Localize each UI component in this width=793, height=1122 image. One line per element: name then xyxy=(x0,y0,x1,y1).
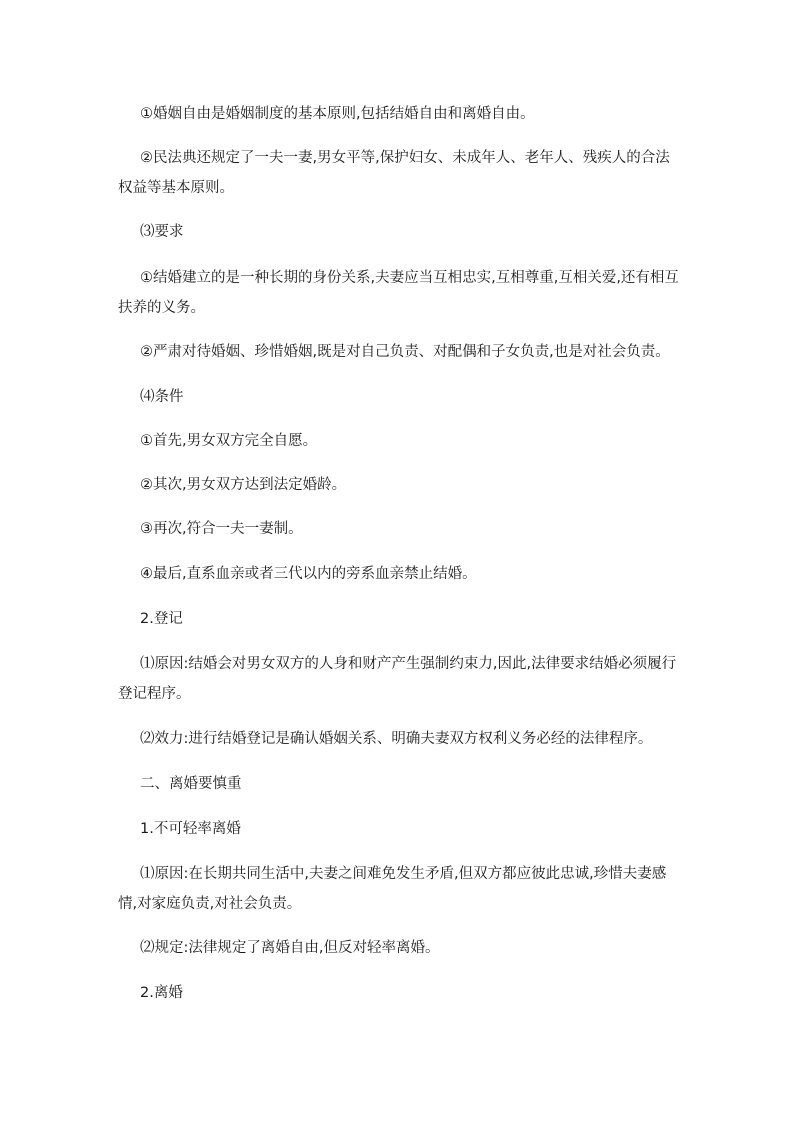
paragraph-registration-effect: ⑵效力:进行结婚登记是确认婚姻关系、明确夫妻双方权利义务必经的法律程序。 xyxy=(140,731,653,747)
paragraph-registration-reason: ⑴原因:结婚会对男女双方的人身和财产产生强制约束力,因此,法律要求结婚必须履行登记程序。 xyxy=(118,656,677,702)
condition-monogamy: ③再次,符合一夫一妻制。 xyxy=(140,521,303,537)
condition-voluntary: ①首先,男女双方完全自愿。 xyxy=(140,433,318,449)
heading-registration: 2.登记 xyxy=(140,611,183,627)
paragraph-divorce-rule: ⑵规定:法律规定了离婚自由,但反对轻率离婚。 xyxy=(140,940,440,956)
paragraph-long-term-relationship: ①结婚建立的是一种长期的身份关系,夫妻应当互相忠实,互相尊重,互相关爱,还有相互扶养的义务。 xyxy=(118,270,679,316)
condition-legal-age: ②其次,男女双方达到法定婚龄。 xyxy=(140,477,347,493)
heading-requirements: ⑶要求 xyxy=(140,224,184,240)
condition-blood-relatives: ④最后,直系血亲或者三代以内的旁系血亲禁止结婚。 xyxy=(140,566,477,582)
paragraph-marriage-freedom: ①婚姻自由是婚姻制度的基本原则,包括结婚自由和离婚自由。 xyxy=(140,106,535,122)
heading-divorce: 2.离婚 xyxy=(140,985,183,1001)
paragraph-divorce-reason: ⑴原因:在长期共同生活中,夫妻之间难免发生矛盾,但双方都应彼此忠诚,珍惜夫妻感情,对家庭负责,对社会负责。 xyxy=(118,866,667,912)
heading-divorce-careful: 二、离婚要慎重 xyxy=(140,776,242,792)
heading-no-rash-divorce: 1.不可轻率离婚 xyxy=(140,821,241,837)
paragraph-civil-code-principles: ②民法典还规定了一夫一妻,男女平等,保护妇女、未成年人、老年人、残疾人的合法权益等基本原则。 xyxy=(118,150,670,196)
heading-conditions: ⑷条件 xyxy=(140,389,184,405)
paragraph-treat-marriage-seriously: ②严肃对待婚姻、珍惜婚姻,既是对自己负责、对配偶和子女负责,也是对社会负责。 xyxy=(140,344,670,360)
